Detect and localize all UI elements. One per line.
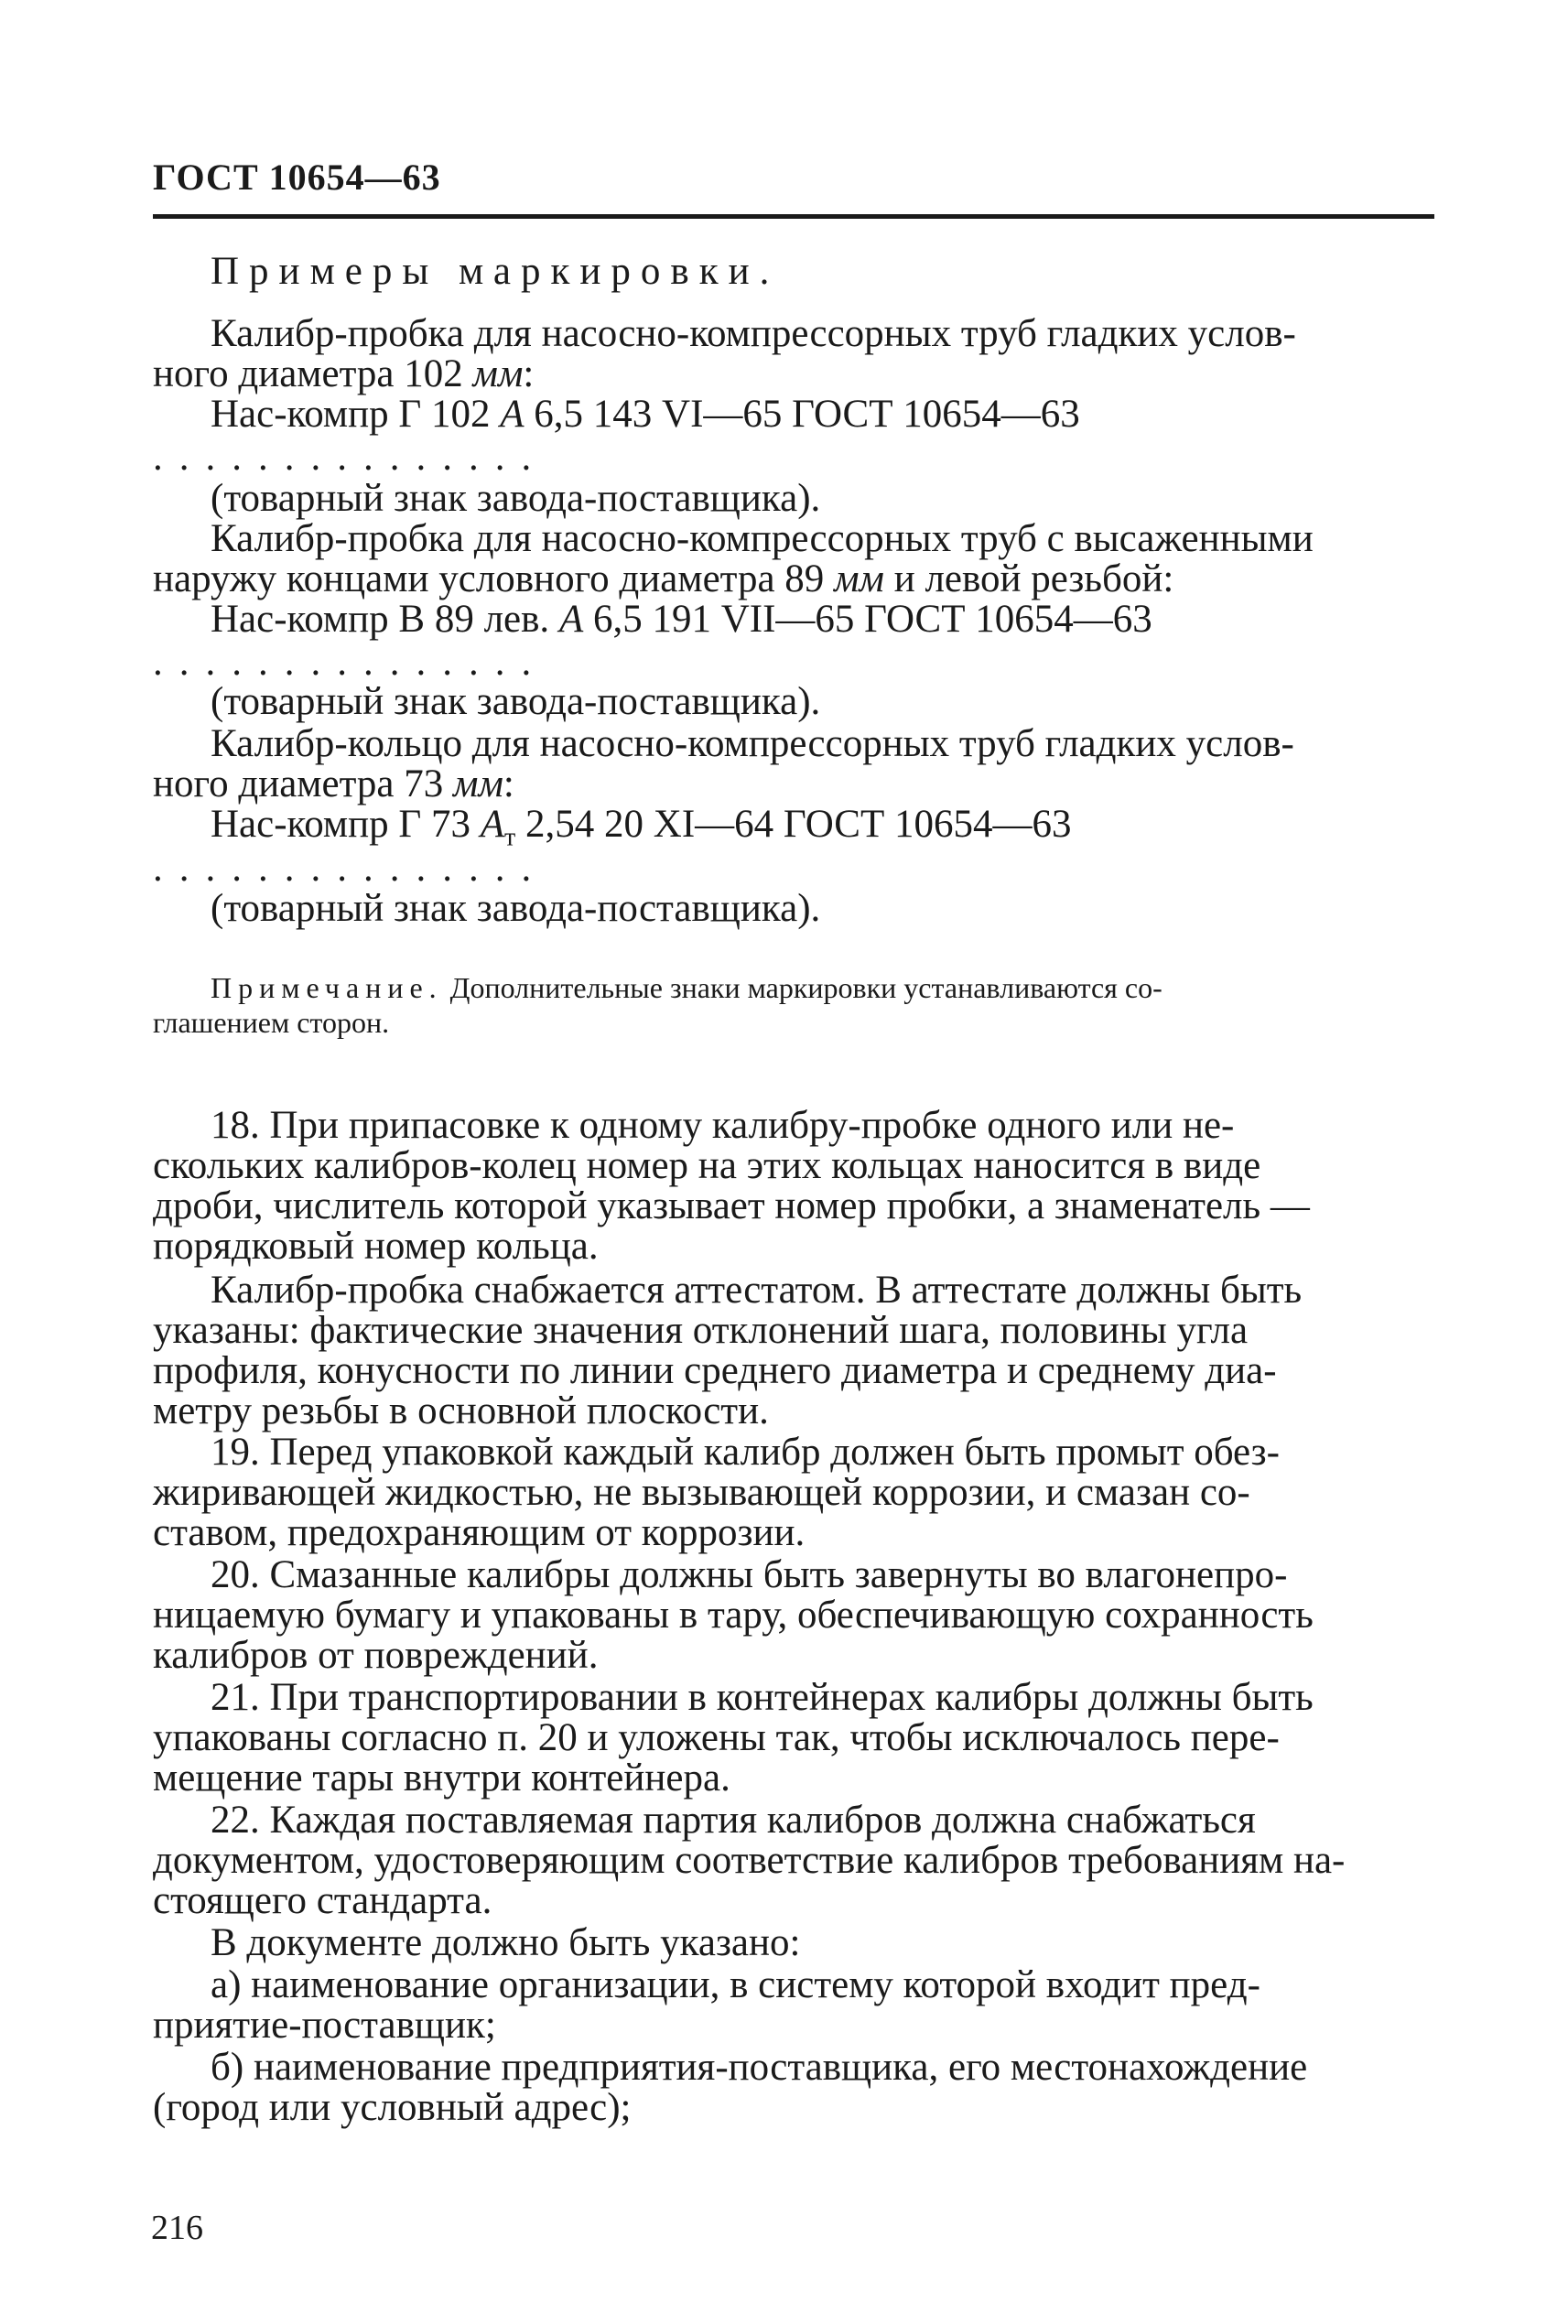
body-line: Калибр-пробка снабжается аттестатом. В аттестате должны быть	[211, 1269, 1303, 1312]
examples-title: Примеры маркировки.	[211, 250, 780, 293]
body-line: калибров от повреждений.	[153, 1634, 599, 1677]
body-line: а) наименование организации, в систему которой входит пред-	[211, 1963, 1260, 2006]
body-line: В документе должно быть указано:	[211, 1921, 801, 1964]
example-2-dots: ...............	[153, 641, 548, 684]
body-line: профиля, конусности по линии среднего диаметра и среднему диа-	[153, 1349, 1277, 1392]
note-line1: Примечание. Дополнительные знаки маркировки устанавливаются со-	[211, 971, 1162, 1004]
example-1-trademark: (товарный знак завода-поставщика).	[211, 477, 821, 520]
body-line: упакованы согласно п. 20 и уложены так, чтобы исключалось пере-	[153, 1716, 1280, 1759]
body-line: жиривающей жидкостью, не вызывающей коррозии, и смазан со-	[153, 1471, 1250, 1514]
example-3-dots: ...............	[153, 847, 548, 890]
body-line: 21. При транспортировании в контейнерах калибры должны быть	[211, 1676, 1314, 1719]
body-line: ницаемую бумагу и упакованы в тару, обеспечивающую сохранность	[153, 1594, 1314, 1637]
body-line: документом, удостоверяющим соответствие калибров требованиям на-	[153, 1839, 1346, 1882]
header-rule	[153, 214, 1434, 219]
note-line2: глашением сторон.	[153, 1006, 390, 1039]
example-2-marking: Нас-компр В 89 лев. А 6,5 191 VII—65 ГОСТ 10654—63	[211, 598, 1152, 641]
body-line: порядковый номер кольца.	[153, 1225, 599, 1268]
body-line: (город или условный адрес);	[153, 2086, 632, 2129]
body-line: б) наименование предприятия-поставщика, его местонахождение	[211, 2046, 1308, 2089]
body-line: метру резьбы в основной плоскости.	[153, 1389, 769, 1432]
example-1-desc-line2: ного диаметра 102 мм:	[153, 352, 535, 395]
example-2-desc-line2: наружу концами условного диаметра 89 мм и левой резьбой:	[153, 557, 1174, 600]
body-line: указаны: фактические значения отклонений шага, половины угла	[153, 1309, 1249, 1352]
example-3-trademark: (товарный знак завода-поставщика).	[211, 887, 821, 930]
example-2-trademark: (товарный знак завода-поставщика).	[211, 680, 821, 723]
body-line: дроби, числитель которой указывает номер пробки, а знаменатель —	[153, 1184, 1310, 1227]
body-line: приятие-поставщик;	[153, 2004, 496, 2047]
body-line: 22. Каждая поставляемая партия калибров должна снабжаться	[211, 1799, 1256, 1842]
example-2-desc-line1: Калибр-пробка для насосно-компрессорных труб с высаженными	[211, 517, 1314, 560]
body-line: 20. Смазанные калибры должны быть завернуты во влагонепро-	[211, 1553, 1288, 1596]
example-3-marking: Нас-компр Г 73 $А_т$ 2,54 20 XI—64 ГОСТ 10654—63	[211, 803, 1072, 852]
example-1-dots: ...............	[153, 436, 548, 479]
example-3-desc-line2: ного диаметра 73 мм:	[153, 762, 514, 805]
page-number: 216	[151, 2209, 203, 2247]
body-line: скольких калибров-колец номер на этих кольцах наносится в виде	[153, 1144, 1261, 1187]
example-1-desc-line1: Калибр-пробка для насосно-компрессорных труб гладких услов-	[211, 312, 1296, 355]
body-line: мещение тары внутри контейнера.	[153, 1757, 730, 1800]
body-line: 19. Перед упаковкой каждый калибр должен быть промыт обез-	[211, 1431, 1280, 1474]
body-line: стоящего стандарта.	[153, 1879, 492, 1922]
document-header: ГОСТ 10654—63	[153, 157, 441, 198]
example-3-desc-line1: Калибр-кольцо для насосно-компрессорных труб гладких услов-	[211, 722, 1294, 765]
body-line: ставом, предохраняющим от коррозии.	[153, 1511, 806, 1554]
body-line: 18. При припасовке к одному калибру-пробке одного или не-	[211, 1104, 1235, 1147]
example-1-marking: Нас-компр Г 102 А 6,5 143 VI—65 ГОСТ 10654—63	[211, 393, 1080, 436]
